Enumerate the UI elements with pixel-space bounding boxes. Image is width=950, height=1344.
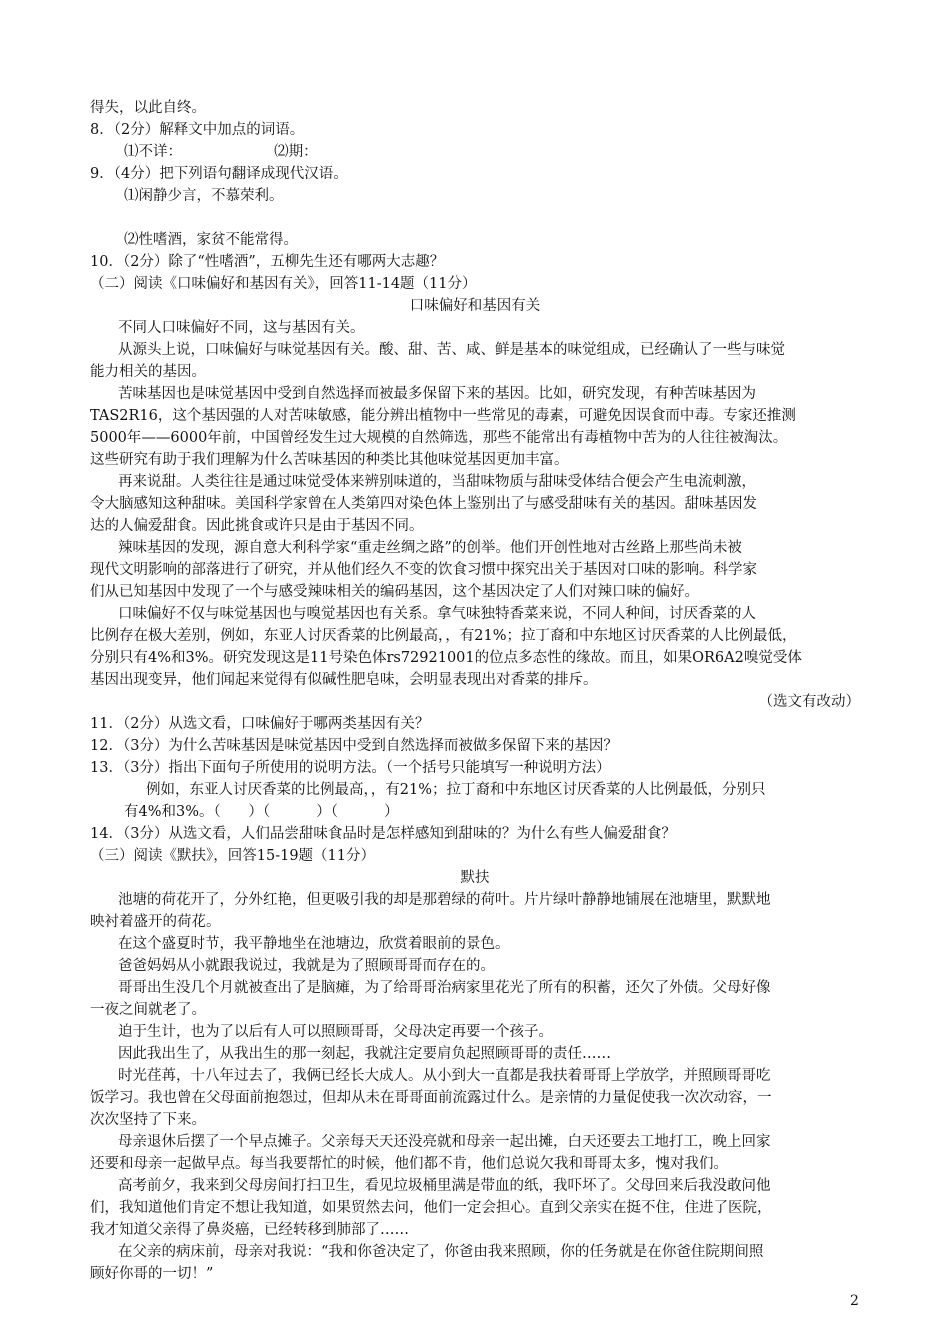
question-11: 11．（2分）从选文看，口味偏好于哪两类基因有关？	[90, 716, 430, 732]
paragraph-line: 顾好你哥的一切！”	[90, 1266, 214, 1282]
section-3-heading: （三）阅读《默扶》，回答15-19题（11分）	[90, 848, 375, 864]
paragraph-line: 因此我出生了，从我出生的那一刻起，我就注定要肩负起照顾哥哥的责任……	[118, 1046, 611, 1062]
paragraph-line: 迫于生计，也为了以后有人可以照顾哥哥，父母决定再要一个孩子。	[118, 1024, 553, 1040]
question-13: 13．（3分）指出下面句子所使用的说明方法。（一个括号只能填写一种说明方法）	[90, 760, 611, 776]
text-line: 得失，以此自终。	[90, 100, 206, 116]
paragraph-line: 这些研究有助于我们理解为什么苦味基因的种类比其他味觉基因更加丰富。	[90, 452, 569, 468]
paragraph-line: 令大脑感知这种甜味。美国科学家曾在人类第四对染色体上鉴别出了与感受甜味有关的基因。甜味基因发	[90, 496, 757, 512]
paragraph-line: 时光荏苒，十八年过去了，我俩已经长大成人。从小到大一直都是我扶着哥哥上学放学，并照顾哥哥吃	[118, 1068, 771, 1084]
paragraph-line: 不同人口味偏好不同，这与基因有关。	[118, 320, 365, 336]
paragraph-line: 池塘的荷花开了，分外红艳，但更吸引我的却是那碧绿的荷叶。片片绿叶静静地铺展在池塘里，默默地	[118, 892, 771, 908]
question-14: 14．（3分）从选文看，人们品尝甜味食品时是怎样感知到甜味的？为什么有些人偏爱甜食？	[90, 826, 676, 842]
paragraph-line: 母亲退休后摆了一个早点摊子。父亲每天天还没亮就和母亲一起出摊，白天还要去工地打工，晚上回家	[118, 1134, 771, 1150]
paragraph-line: 们从已知基因中发现了一个与感受辣味相关的编码基因，这个基因决定了人们对辣口味的偏好。	[90, 584, 699, 600]
paragraph-line: 分别只有4%和3%。研究发现这是11号染色体rs72921001的位点多态性的缘故。而且，如果OR6A2嗅觉受体	[90, 650, 802, 666]
paragraph-line: 口味偏好不仅与味觉基因也与嗅觉基因也有关系。拿气味独特香菜来说，不同人种间，讨厌香菜的人	[118, 606, 756, 622]
paragraph-line: 在这个盛夏时节，我平静地坐在池塘边，欣赏着眼前的景色。	[118, 936, 510, 952]
paragraph-line: 辣味基因的发现，源自意大利科学家“重走丝绸之路”的创举。他们开创性地对古丝路上那些尚未被	[118, 540, 742, 556]
paragraph-line: 基因出现变异，他们闻起来觉得有似碱性肥皂味，会明显表现出对香菜的排斥。	[90, 672, 598, 688]
paragraph-line: 从源头上说，口味偏好与味觉基因有关。酸、甜、苦、咸、鲜是基本的味觉组成，已经确认了一些与味觉	[118, 342, 785, 358]
paragraph-line: 我才知道父亲得了鼻炎癌，已经转移到肺部了……	[90, 1222, 409, 1238]
paragraph-line: 能力相关的基因。	[90, 364, 206, 380]
paragraph-line: 映衬着盛开的荷花。	[90, 914, 221, 930]
paragraph-line: 爸爸妈妈从小就跟我说过，我就是为了照顾哥哥而存在的。	[118, 958, 495, 974]
paragraph-line: 苦味基因也是味觉基因中受到自然选择而被最多保留下来的基因。比如，研究发现，有种苦味基因为	[118, 386, 756, 402]
paragraph-line: 5000年——6000年前，中国曾经发生过大规模的自然筛选，那些不能常出有毒植物中苦为的人往往被淘汰。	[90, 430, 788, 446]
question-10: 10．（2分）除了“性嗜酒”，五柳先生还有哪两大志趣？	[90, 254, 445, 270]
section-2-heading: （二）阅读《口味偏好和基因有关》，回答11-14题（11分）	[90, 276, 477, 292]
paragraph-line: 再来说甜。人类往往是通过味觉受体来辨别味道的，当甜味物质与甜味受体结合便会产生电流刺激，	[118, 474, 756, 490]
question-12: 12．（3分）为什么苦味基因是味觉基因中受到自然选择而被做多保留下来的基因？	[90, 738, 618, 754]
question-9-item-2: ⑵性嗜酒，家贫不能常得。	[124, 232, 298, 248]
question-13-blanks: 有4%和3%。（ ）（ ）（ ）	[124, 804, 399, 820]
paragraph-line: 一夜之间就老了。	[90, 1002, 206, 1018]
page-number: 2	[850, 1293, 859, 1309]
question-9: 9．（4分）把下列语句翻译成现代汉语。	[90, 166, 348, 182]
paragraph-line: 高考前夕，我来到父母房间打扫卫生，看见垃圾桶里满是带血的纸，我吓坏了。父母回来后我没敢问他	[118, 1178, 771, 1194]
story-title: 默扶	[460, 870, 490, 886]
paragraph-line: 饭学习。我也曾在父母面前抱怨过，但却从未在哥哥面前流露过什么。是亲情的力量促使我一次次动容，一	[90, 1090, 772, 1106]
question-8: 8．（2分）解释文中加点的词语。	[90, 122, 305, 138]
paragraph-line: 比例存在极大差别，例如，东亚人讨厌香菜的比例最高，，有21%；拉丁裔和中东地区讨厌香菜的人比例最低，	[90, 628, 797, 644]
question-8-items: ⑴不详： ⑵期：	[124, 144, 318, 160]
question-9-item-1: ⑴闲静少言，不慕荣利。	[124, 188, 284, 204]
paragraph-line: 次次坚持了下来。	[90, 1112, 206, 1128]
paragraph-line: 达的人偏爱甜食。因此挑食或许只是由于基因不同。	[90, 518, 424, 534]
paragraph-line: 们，我知道他们肯定不想让我知道，如果贸然去问，他们一定会担心。直到父亲实在挺不住，住进了医院，	[90, 1200, 772, 1216]
paragraph-line: 哥哥出生没几个月就被查出了是脑瘫，为了给哥哥治病家里花光了所有的积蓄，还欠了外债。父母好像	[118, 980, 771, 996]
question-13-quote: 例如，东亚人讨厌香菜的比例最高，，有21%；拉丁裔和中东地区讨厌香菜的人比例最低，分别只	[146, 782, 766, 798]
article-title: 口味偏好和基因有关	[409, 298, 541, 314]
source-note: （选文有改动）	[758, 694, 860, 710]
paragraph-line: 现代文明影响的部落进行了研究，并从他们经久不变的饮食习惯中探究出关于基因对口味的影响。科学家	[90, 562, 757, 578]
paragraph-line: 在父亲的病床前，母亲对我说：“我和你爸决定了，你爸由我来照顾，你的任务就是在你爸住院期间照	[118, 1244, 764, 1260]
paragraph-line: 还要和母亲一起做早点。每当我要帮忙的时候，他们都不肯，他们总说欠我和哥哥太多，愧对我们。	[90, 1156, 728, 1172]
paragraph-line: TAS2R16，这个基因强的人对苦味敏感，能分辨出植物中一些常见的毒素，可避免因误食而中毒。专家还推测	[90, 408, 796, 424]
